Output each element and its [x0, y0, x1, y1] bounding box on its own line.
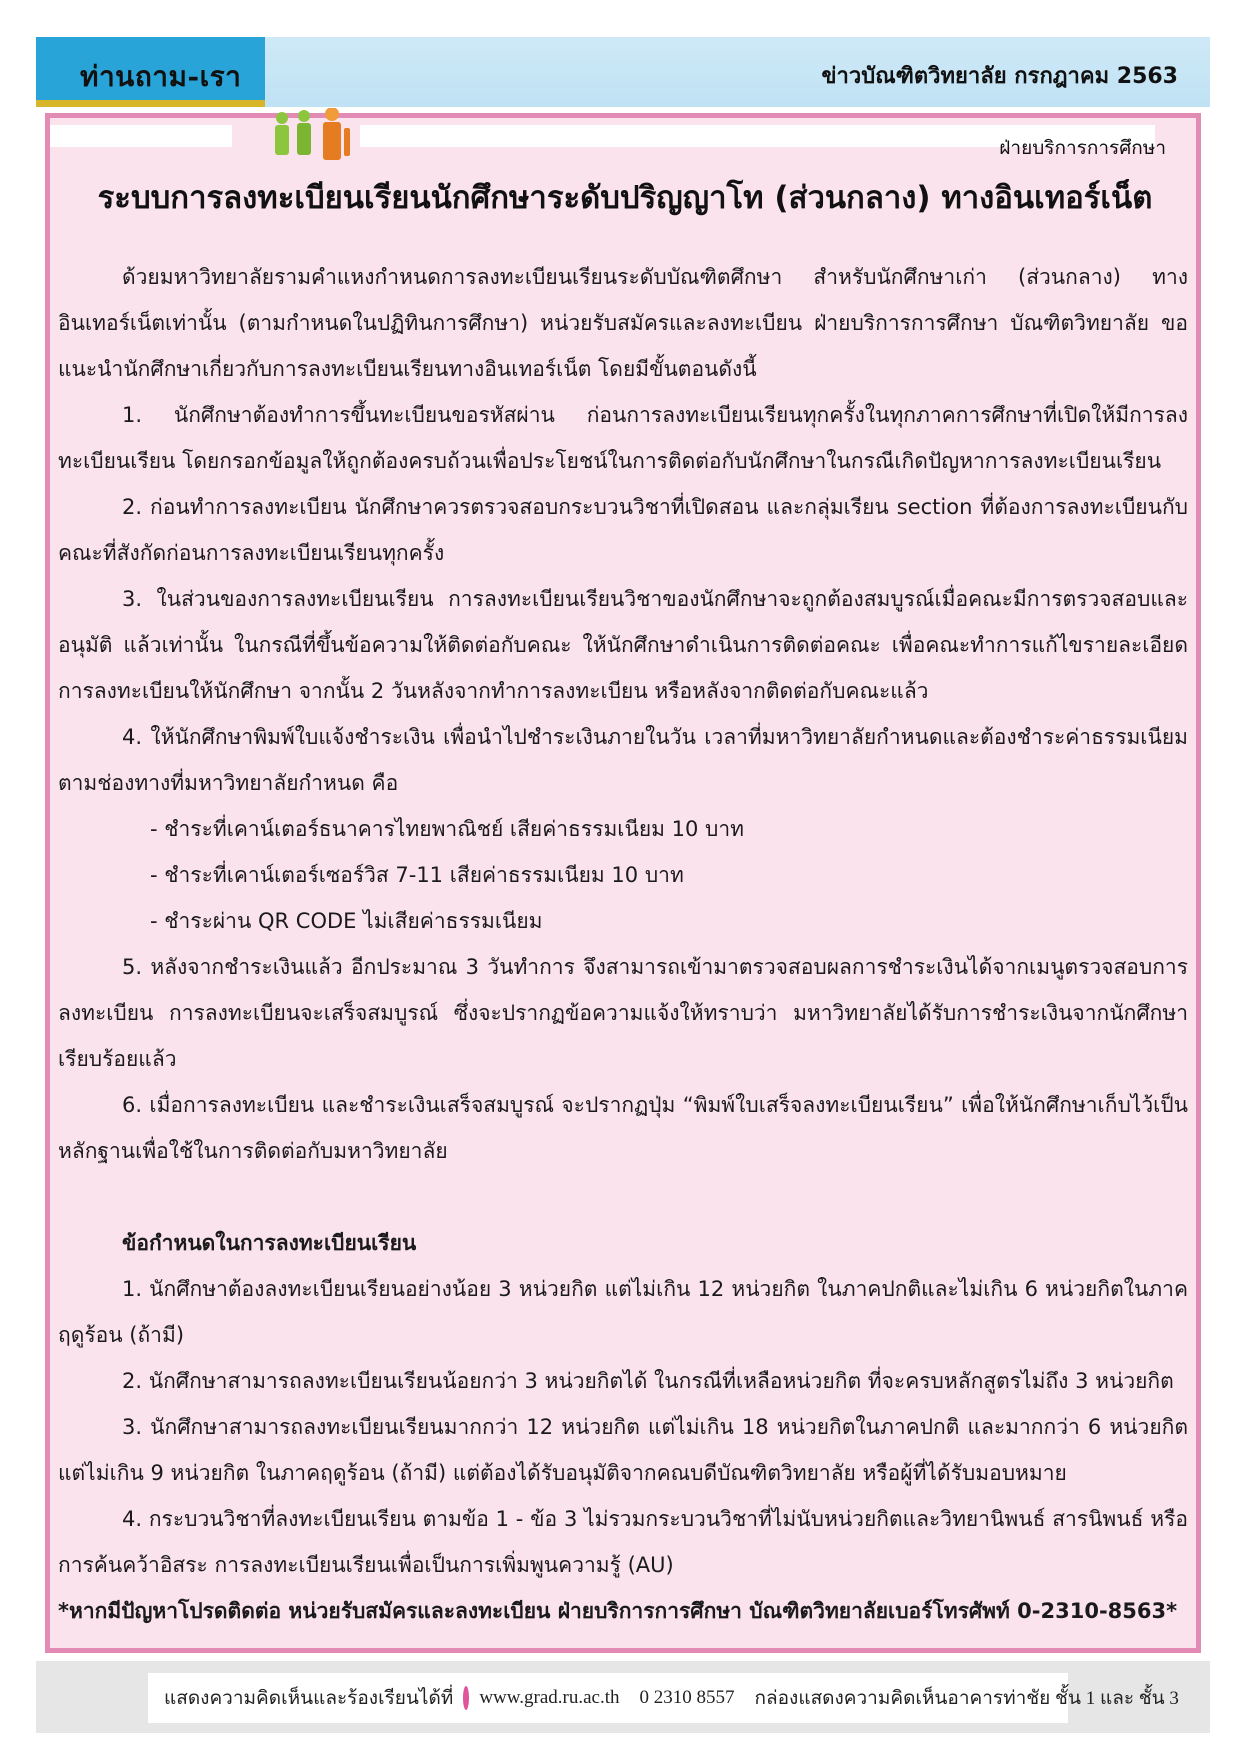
rule-item: 1. นักศึกษาต้องลงทะเบียนเรียนอย่างน้อย 3 หน่วยกิต แต่ไม่เกิน 12 หน่วยกิต ในภาคปกติและไม่เกิน 6 หน่วยกิตในภาคฤดูร้อน (ถ้ามี) [58, 1277, 1188, 1347]
article-body [58, 254, 1188, 1634]
feedback-prompt: แสดงความคิดเห็นและร้องเรียนได้ที่ [164, 1688, 454, 1709]
feedback-box-location: กล่องแสดงความคิดเห็นอาคารท่าชัย ชั้น 1 และ ชั้น 3 [754, 1688, 1179, 1709]
step-item: 6. เมื่อการลงทะเบียน และชำระเงินเสร็จสมบูรณ์ จะปรากฏปุ่ม “พิมพ์ใบเสร็จลงทะเบียนเรียน” เพื่อให้นักศึกษาเก็บไว้เป็นหลักฐานเพื่อใช้ในการติดต่อกับมหาวิทยาลัย [58, 1093, 1188, 1163]
department-label: ฝ่ายบริการการศึกษา [999, 137, 1166, 159]
phone-number[interactable]: 0 2310 8557 [639, 1687, 735, 1708]
newsletter-issue: ข่าวบัณฑิตวิทยาลัย กรกฎาคม 2563 [821, 64, 1178, 89]
website-link[interactable]: www.grad.ru.ac.th [479, 1687, 620, 1708]
people-icon [270, 108, 366, 160]
step-item: 5. หลังจากชำระเงินแล้ว อีกประมาณ 3 วันทำการ จึงสามารถเข้ามาตรวจสอบผลการชำระเงินได้จากเมนูตรวจสอบการลงทะเบียน การลงทะเบียนจะเสร็จสมบูรณ์ ซึ่งจะปรากฏข้อความแจ้งให้ทราบว่า มหาวิทยาลัยได้รับการชำระเงินจากนักศึกษาเรียบร้อยแล้ว [58, 955, 1188, 1071]
step-item: 1. นักศึกษาต้องทำการขึ้นทะเบียนขอรหัสผ่าน ก่อนการลงทะเบียนเรียนทุกครั้งในทุกภาคการศึกษาที่เปิดให้มีการลงทะเบียนเรียน โดยกรอกข้อมูลให้ถูกต้องครบถ้วนเพื่อประโยชน์ในการติดต่อกับนักศึกษาในกรณีเกิดปัญหาการลงทะเบียนเรียน [58, 403, 1188, 473]
rules-heading: ข้อกำหนดในการลงทะเบียนเรียน [122, 1231, 417, 1255]
step-item: 2. ก่อนทำการลงทะเบียน นักศึกษาควรตรวจสอบกระบวนวิชาที่เปิดสอน และกลุ่มเรียน section ที่ต้องการลงทะเบียนกับคณะที่สังกัดก่อนการลงทะเบียนเรียนทุกครั้ง [58, 495, 1188, 565]
section-title: ท่านถาม-เรา [80, 60, 242, 93]
rule-item: 3. นักศึกษาสามารถลงทะเบียนเรียนมากกว่า 12 หน่วยกิต แต่ไม่เกิน 18 หน่วยกิตในภาคปกติ และมากกว่า 6 หน่วยกิต แต่ไม่เกิน 9 หน่วยกิต ในภาคฤดูร้อน (ถ้ามี) แต่ต้องได้รับอนุมัติจากคณบดีบัณฑิตวิทยาลัย หรือผู้ที่ได้รับมอบหมาย [58, 1415, 1188, 1485]
rule-item: 2. นักศึกษาสามารถลงทะเบียนเรียนน้อยกว่า 3 หน่วยกิตได้ ในกรณีที่เหลือหน่วยกิต ที่จะครบหลักสูตรไม่ถึง 3 หน่วยกิต [122, 1369, 1174, 1393]
rule-item: 4. กระบวนวิชาที่ลงทะเบียนเรียน ตามข้อ 1 - ข้อ 3 ไม่รวมกระบวนวิชาที่ไม่นับหน่วยกิตและวิทยานิพนธ์ สารนิพนธ์ หรือการค้นคว้าอิสระ การลงทะเบียนเรียนเพื่อเป็นการเพิ่มพูนความรู้ (AU) [58, 1507, 1188, 1577]
step-item: 3. ในส่วนของการลงทะเบียนเรียน การลงทะเบียนเรียนวิชาของนักศึกษาจะถูกต้องสมบูรณ์เมื่อคณะมีการตรวจสอบและอนุมัติ แล้วเท่านั้น ในกรณีที่ขึ้นข้อความให้ติดต่อกับคณะ ให้นักศึกษาดำเนินการติดต่อคณะ เพื่อคณะทำการแก้ไขรายละเอียดการลงทะเบียนให้นักศึกษา จากนั้น 2 วันหลังจากทำการลงทะเบียน หรือหลังจากติดต่อกับคณะแล้ว [58, 587, 1188, 703]
decor-strip-left [50, 125, 232, 147]
intro-paragraph: ด้วยมหาวิทยาลัยรามคำแหงกำหนดการลงทะเบียนเรียนระดับบัณฑิตศึกษา สำหรับนักศึกษาเก่า (ส่วนกลาง) ทางอินเทอร์เน็ตเท่านั้น (ตามกำหนดในปฏิทินการศึกษา) หน่วยรับสมัครและลงทะเบียน ฝ่ายบริการการศึกษา บัณฑิตวิทยาลัย ขอแนะนำนักศึกษาเกี่ยวกับการลงทะเบียนเรียนทางอินเทอร์เน็ต โดยมีขั้นตอนดังนี้ [58, 265, 1188, 381]
payment-option: - ชำระผ่าน QR CODE ไม่เสียค่าธรรมเนียม [150, 909, 543, 933]
step-item: 4. ให้นักศึกษาพิมพ์ใบแจ้งชำระเงิน เพื่อนำไปชำระเงินภายในวัน เวลาที่มหาวิทยาลัยกำหนดและต้องชำระค่าธรรมเนียมตามช่องทางที่มหาวิทยาลัยกำหนด คือ [58, 725, 1188, 795]
payment-option: - ชำระที่เคาน์เตอร์ธนาคารไทยพาณิชย์ เสียค่าธรรมเนียม 10 บาท [150, 817, 744, 841]
contact-note: *หากมีปัญหาโปรดติดต่อ หน่วยรับสมัครและลงทะเบียน ฝ่ายบริการการศึกษา บัณฑิตวิทยาลัยเบอร์โทรศัพท์ 0-2310-8563* [58, 1599, 1178, 1623]
feedback-bar [148, 1673, 1179, 1723]
article-title: ระบบการลงทะเบียนเรียนนักศึกษาระดับปริญญาโท (ส่วนกลาง) ทางอินเทอร์เน็ต [97, 180, 1153, 216]
payment-option: - ชำระที่เคาน์เตอร์เซอร์วิส 7-11 เสียค่าธรรมเนียม 10 บาท [150, 863, 684, 887]
section-tab [36, 37, 265, 107]
globe-icon [463, 1686, 469, 1710]
